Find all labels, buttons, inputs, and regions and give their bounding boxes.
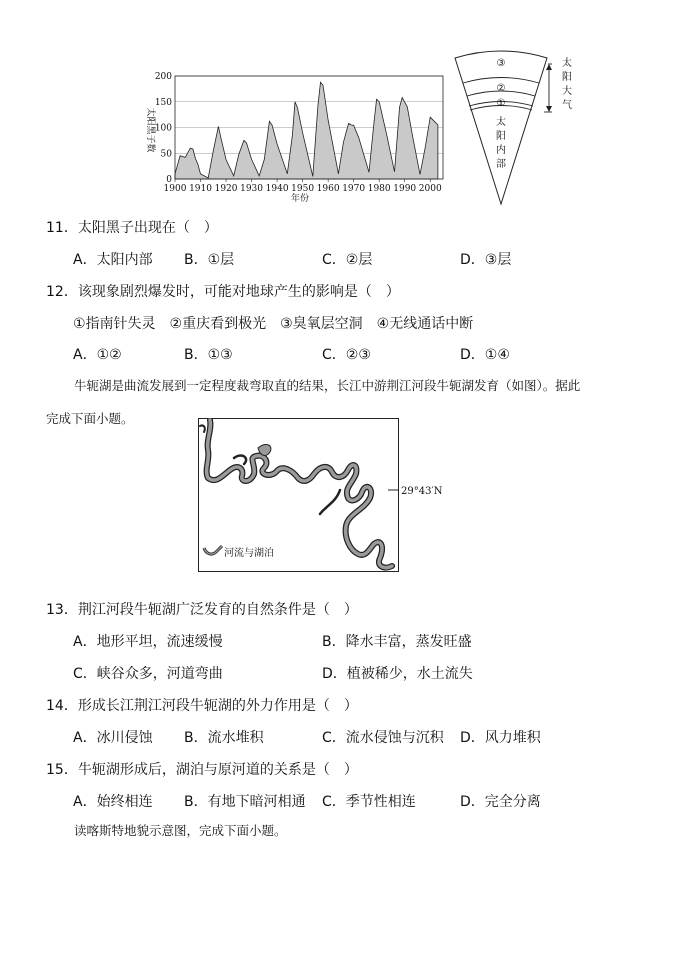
- x-tick-label: 1910: [189, 184, 212, 194]
- question-14: [46, 697, 358, 715]
- x-axis-label: 年份: [290, 194, 310, 204]
- atmosphere-label-2: 阳: [562, 72, 572, 83]
- question-number: 13．: [46, 602, 78, 618]
- q11-option-a: A．太阳内部: [73, 252, 153, 268]
- q12-statements: ①指南针失灵 ②重庆看到极光 ③臭氧层空洞 ④无线通话中断: [73, 316, 474, 332]
- arrow-up-icon: [546, 64, 552, 70]
- layer1-label: ①: [496, 98, 506, 109]
- q13-option-c: C．峡谷众多，河道弯曲: [73, 666, 223, 682]
- question-text: 荆江河段牛轭湖广泛发育的自然条件是（ ）: [77, 602, 358, 618]
- q14-option-d: D．风力堆积: [460, 730, 541, 746]
- question-12: [46, 283, 400, 301]
- x-tick-labels: [164, 179, 442, 194]
- q14-option-b: B．流水堆积: [184, 730, 264, 746]
- y-tick-labels: [155, 72, 172, 185]
- x-tick-label: 1990: [393, 184, 417, 194]
- layer2-label: ②: [496, 83, 506, 94]
- y-tick-label: 50: [160, 149, 172, 160]
- atmosphere-label-4: 气: [562, 100, 572, 111]
- question-text: 形成长江荆江河段牛轭湖的外力作用是（ ）: [77, 698, 358, 714]
- latitude-label: 29°43′N: [401, 486, 443, 497]
- atmosphere-label-3: 大: [562, 86, 572, 97]
- q14-option-c: C．流水侵蚀与沉积: [322, 730, 444, 746]
- sunspot-chart: [138, 68, 450, 208]
- interior-label-2: 阳: [496, 131, 506, 142]
- interior-label-4: 部: [496, 159, 506, 170]
- q11-option-d: D．③层: [460, 252, 512, 268]
- y-tick-label: 0: [166, 175, 172, 185]
- q11-option-c: C．②层: [322, 252, 373, 268]
- layer3-label: ③: [496, 58, 506, 69]
- q15-option-a: A．始终相连: [73, 794, 153, 810]
- x-tick-label: 1940: [265, 184, 289, 194]
- y-axis-label: 太阳黑子数: [145, 107, 155, 153]
- arrow-down-icon: [546, 106, 552, 112]
- atmosphere-label-1: 太: [562, 58, 572, 69]
- question-text: 牛轭湖形成后，湖泊与原河道的关系是（ ）: [77, 762, 358, 778]
- question-text: 该现象剧烈爆发时，可能对地球产生的影响是（ ）: [77, 284, 400, 300]
- q15-option-b: B．有地下暗河相通: [184, 794, 306, 810]
- q12-option-c: C．②③: [322, 347, 371, 363]
- question-number: 11．: [46, 220, 78, 236]
- intro-karst: 读喀斯特地貌示意图，完成下面小题。: [74, 823, 287, 838]
- sunspot-chart-svg: [138, 68, 450, 208]
- q13-option-a: A．地形平坦，流速缓慢: [73, 634, 223, 650]
- river-map-svg: [198, 418, 488, 574]
- y-tick-label: 150: [154, 97, 172, 108]
- x-tick-label: 1920: [214, 184, 238, 194]
- q11-option-b: B．①层: [184, 252, 235, 268]
- intro-oxbow-line1: 牛轭湖是曲流发展到一定程度裁弯取直的结果，长江中游荆江河段牛轭湖发育（如图）。据此: [74, 378, 581, 393]
- q13-option-b: B．降水丰富，蒸发旺盛: [322, 634, 472, 650]
- x-tick-label: 1950: [291, 184, 315, 194]
- river-map: [198, 418, 488, 574]
- q12-option-b: B．①③: [184, 347, 233, 363]
- interior-label-1: 太: [496, 117, 506, 128]
- intro-oxbow-line2: 完成下面小题。: [46, 411, 134, 426]
- q12-option-d: D．①④: [460, 347, 510, 363]
- q14-option-a: A．冰川侵蚀: [73, 730, 153, 746]
- interior-label-3: 内: [496, 145, 506, 156]
- x-tick-label: 1960: [316, 184, 340, 194]
- sunspot-series-area: [175, 82, 438, 179]
- question-13: [46, 601, 358, 619]
- x-tick-label: 1900: [163, 184, 187, 194]
- x-tick-label: 1970: [342, 184, 366, 194]
- question-15: [46, 761, 358, 779]
- q12-option-a: A．①②: [73, 347, 122, 363]
- x-tick-label: 2000: [418, 184, 442, 194]
- q15-option-d: D．完全分离: [460, 794, 541, 810]
- x-tick-label: 1980: [367, 184, 391, 194]
- legend-label: 河流与湖泊: [224, 548, 274, 559]
- y-tick-label: 100: [154, 123, 172, 134]
- question-text: 太阳黑子出现在（ ）: [77, 220, 218, 236]
- y-tick-label: 200: [154, 72, 172, 82]
- question-number: 15．: [46, 762, 78, 778]
- question-11: [46, 219, 218, 237]
- q15-option-c: C．季节性相连: [322, 794, 416, 810]
- sun-layers-svg: [448, 46, 584, 208]
- x-tick-label: 1930: [240, 184, 264, 194]
- sun-layers-diagram: [448, 46, 584, 208]
- question-number: 14．: [46, 698, 78, 714]
- q13-option-d: D．植被稀少，水土流失: [322, 666, 473, 682]
- question-number: 12．: [46, 284, 78, 300]
